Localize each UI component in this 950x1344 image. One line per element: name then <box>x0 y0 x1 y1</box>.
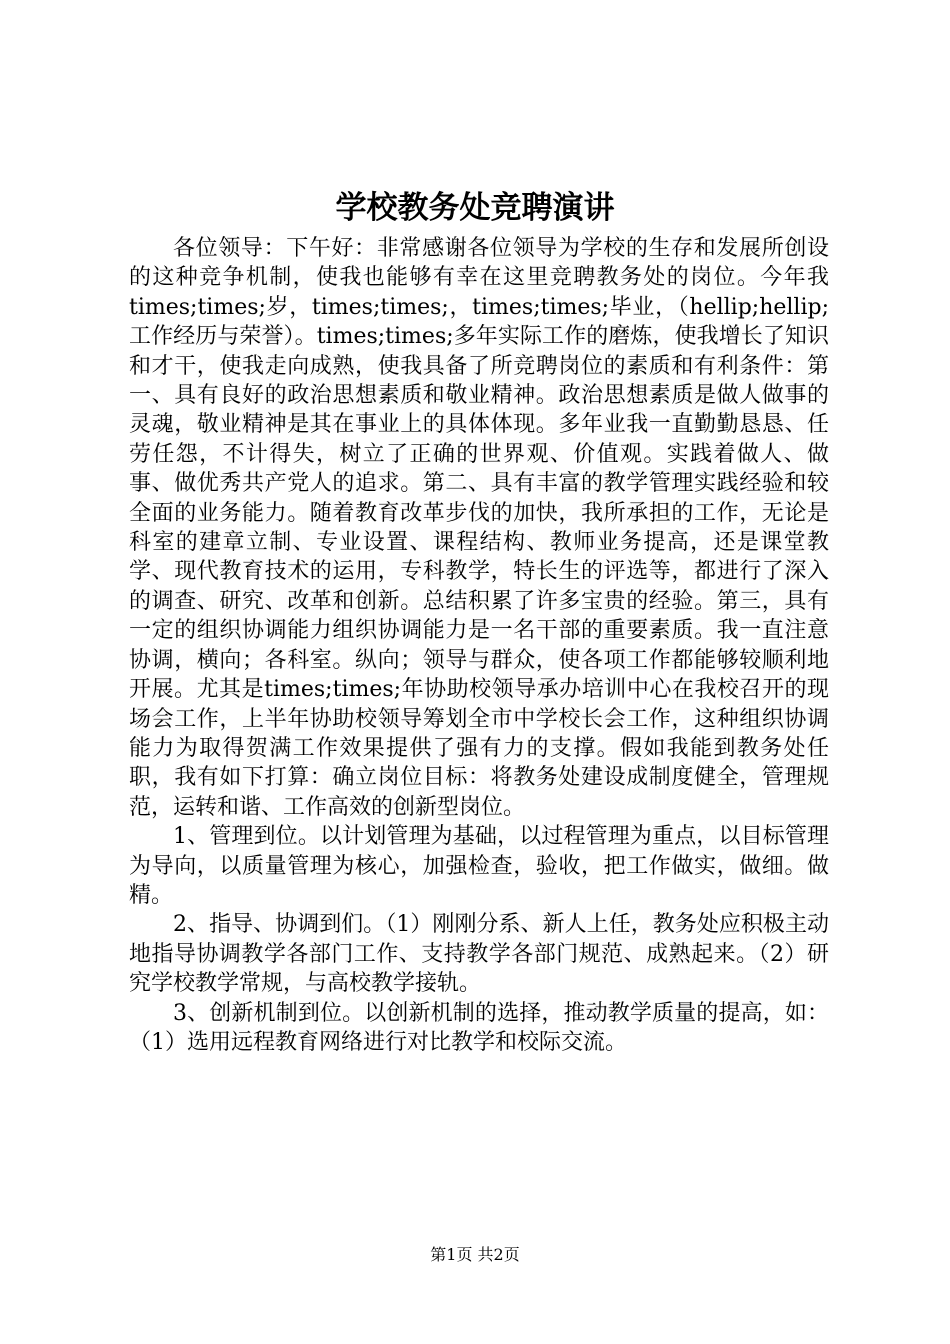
document-title: 学校教务处竞聘演讲 <box>335 190 615 226</box>
paragraph: 3、创新机制到位。以创新机制的选择，推动教学质量的提高，如：（1）选用远程教育网络进行对比教学和校际交流。 <box>129 1000 829 1055</box>
paragraph: 1、管理到位。以计划管理为基础，以过程管理为重点，以目标管理为导向，以质量管理为核心，加强检查，验收，把工作做实，做细。做精。 <box>129 824 829 908</box>
paragraph: 各位领导：下午好：非常感谢各位领导为学校的生存和发展所创设的这种竞争机制，使我也能够有幸在这里竞聘教务处的岗位。今年我times;times;岁，times;times;，times;times;毕业，（hellip;hellip;工作经历与荣誉）。times;times;多年实际工作的磨炼，使我增长了知识和才干，使我走向成熟，使我具备了所竞聘岗位的素质和有利条件：第一、具有良好的政治思想素质和敬业精神。政治思想素质是做人做事的灵魂，敬业精神是其在事业上的具体体现。多年业我一直勤勤恳恳、任劳任怨，不计得失，树立了正确的世界观、价值观。实践着做人、做事、做优秀共产党人的追求。第二、具有丰富的教学管理实践经验和较全面的业务能力。随着教育改革步伐的加快，我所承担的工作，无论是科室的建章立制、专业设置、课程结构、教师业务提高，还是课堂教学、现代教育技术的运用，专科教学，特长生的评选等，都进行了深入的调查、研究、改革和创新。总结积累了许多宝贵的经验。第三，具有一定的组织协调能力组织协调能力是一名干部的重要素质。我一直注意协调，横向；各科室。纵向；领导与群众，使各项工作都能够较顺利地开展。尤其是times;times;年协助校领导承办培训中心在我校召开的现场会工作，上半年协助校领导筹划全市中学校长会工作，这种组织协调能力为取得贺满工作效果提供了强有力的支撑。假如我能到教务处任职，我有如下打算：确立岗位目标：将教务处建设成制度健全，管理规范，运转和谐、工作高效的创新型岗位。 <box>129 236 830 820</box>
page-number-footer: 第1页 共2页 <box>430 1245 520 1264</box>
document-body <box>129 234 829 1057</box>
paragraph: 2、指导、协调到们。（1）刚刚分系、新人上任，教务处应积极主动地指导协调教学各部门工作、支持教学各部门规范、成熟起来。（2）研究学校教学常规，与高校教学接轨。 <box>129 912 829 997</box>
